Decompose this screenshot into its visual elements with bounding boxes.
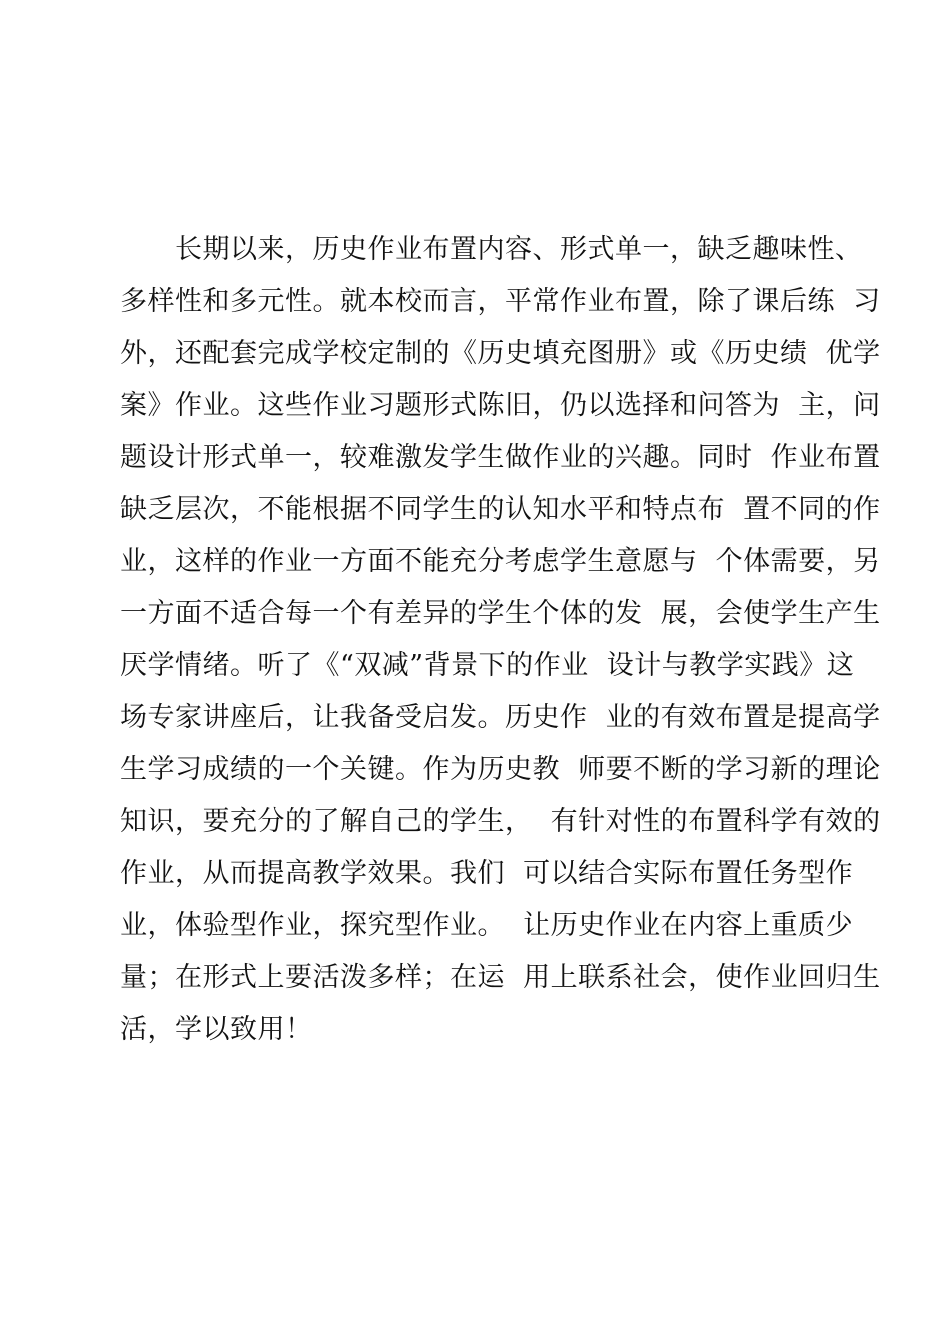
paragraph-line: 厌学情绪。听了《“双减”背景下的作业 设计与教学实践》这 xyxy=(120,650,855,681)
paragraph-line: 外，还配套完成学校定制的《历史填充图册》或《历史绩 优学 xyxy=(120,338,881,369)
paragraph-line: 活，学以致用！ xyxy=(120,1014,313,1045)
paragraph-line: 一方面不适合每一个有差异的学生个体的发 展，会使学生产生 xyxy=(120,598,881,629)
paragraph-line: 多样性和多元性。就本校而言，平常作业布置，除了课后练 习 xyxy=(120,286,881,317)
paragraph-line: 题设计形式单一，较难激发学生做作业的兴趣。同时 作业布置 xyxy=(120,442,881,473)
paragraph-line: 缺乏层次，不能根据不同学生的认知水平和特点布 置不同的作 xyxy=(120,494,881,525)
paragraph-line: 量；在形式上要活泼多样；在运 用上联系社会，使作业回归生 xyxy=(120,962,881,993)
paragraph-line: 作业，从而提高教学效果。我们 可以结合实际布置任务型作 xyxy=(120,858,854,889)
paragraph-line: 生学习成绩的一个关键。作为历史教 师要不断的学习新的理论 xyxy=(120,754,881,785)
paragraph-line: 场专家讲座后，让我备受启发。历史作 业的有效布置是提高学 xyxy=(120,702,881,733)
paragraph-line: 业，体验型作业，探究型作业。 让历史作业在内容上重质少 xyxy=(120,910,854,941)
paragraph-line: 知识，要充分的了解自己的学生， 有针对性的布置科学有效的 xyxy=(120,806,881,837)
paragraph-line: 长期以来，历史作业布置内容、形式单一，缺乏趣味性、 xyxy=(175,234,863,265)
paragraph-line: 业，这样的作业一方面不能充分考虑学生意愿与 个体需要，另 xyxy=(120,546,881,577)
paragraph-line: 案》作业。这些作业习题形式陈旧，仍以选择和问答为 主，问 xyxy=(120,390,881,421)
body-paragraph xyxy=(120,224,881,1056)
